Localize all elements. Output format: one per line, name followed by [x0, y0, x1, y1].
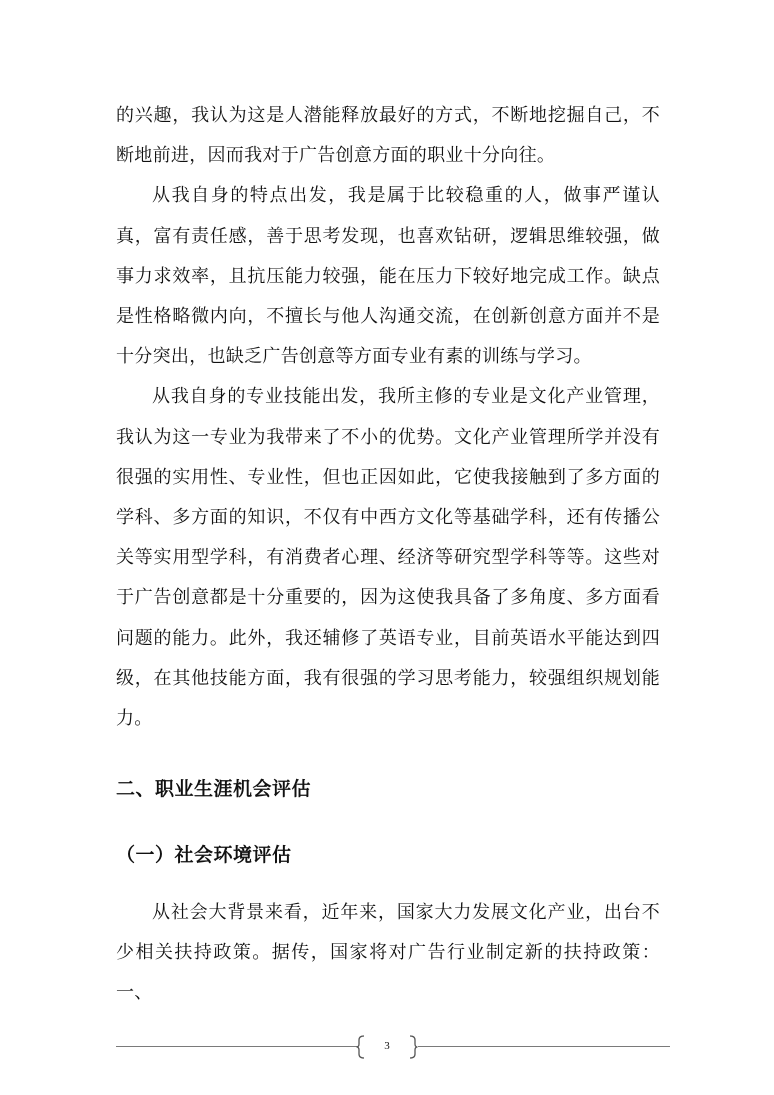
paragraph-interest: 的兴趣，我认为这是人潜能释放最好的方式，不断地挖掘自己，不断地前进，因而我对于广告创意方面的职业十分向往。 [116, 105, 660, 167]
paragraph-social-environment: 从社会大背景来看，近年来，国家大力发展文化产业，出台不少相关扶持政策。据传，国家将对广告行业制定新的扶持政策：一、 [116, 902, 660, 1004]
page-number: 3 [384, 1040, 390, 1052]
paragraph-personal-traits: 从我自身的特点出发，我是属于比较稳重的人，做事严谨认真，富有责任感，善于思考发现，也喜欢钻研，逻辑思维较强，做事力求效率，且抗压能力较强，能在压力下较好地完成工作。缺点是性格略微内向，不擅长与他人沟通交流，在创新创意方面并不是十分突出，也缺乏广告创意等方面专业有素的训练与学习。 [116, 185, 660, 368]
body-text [116, 96, 660, 739]
page-number-bracket [356, 1035, 418, 1059]
footer-rule-right [418, 1046, 670, 1047]
closing-text [116, 893, 660, 1014]
paragraph-professional-skills: 从我自身的专业技能出发，我所主修的专业是文化产业管理，我认为这一专业为我带来了不小的优势。文化产业管理所学并没有很强的实用性、专业性，但也正因如此，它使我接触到了多方面的学科、多方面的知识，不仅有中西方文化等基础学科，还有传播公关等实用型学科，有消费者心理、经济等研究型学科等等。这些对于广告创意都是十分重要的，因为这使我具备了多角度、多方面看问题的能力。此外，我还辅修了英语专业，目前英语水平能达到四级，在其他技能方面，我有很强的学习思考能力，较强组织规划能力。 [116, 386, 660, 730]
section-heading: 二、职业生涯机会评估 [116, 778, 312, 800]
footer-rule-left [116, 1046, 358, 1047]
subsection-heading: （一）社会环境评估 [116, 844, 292, 866]
